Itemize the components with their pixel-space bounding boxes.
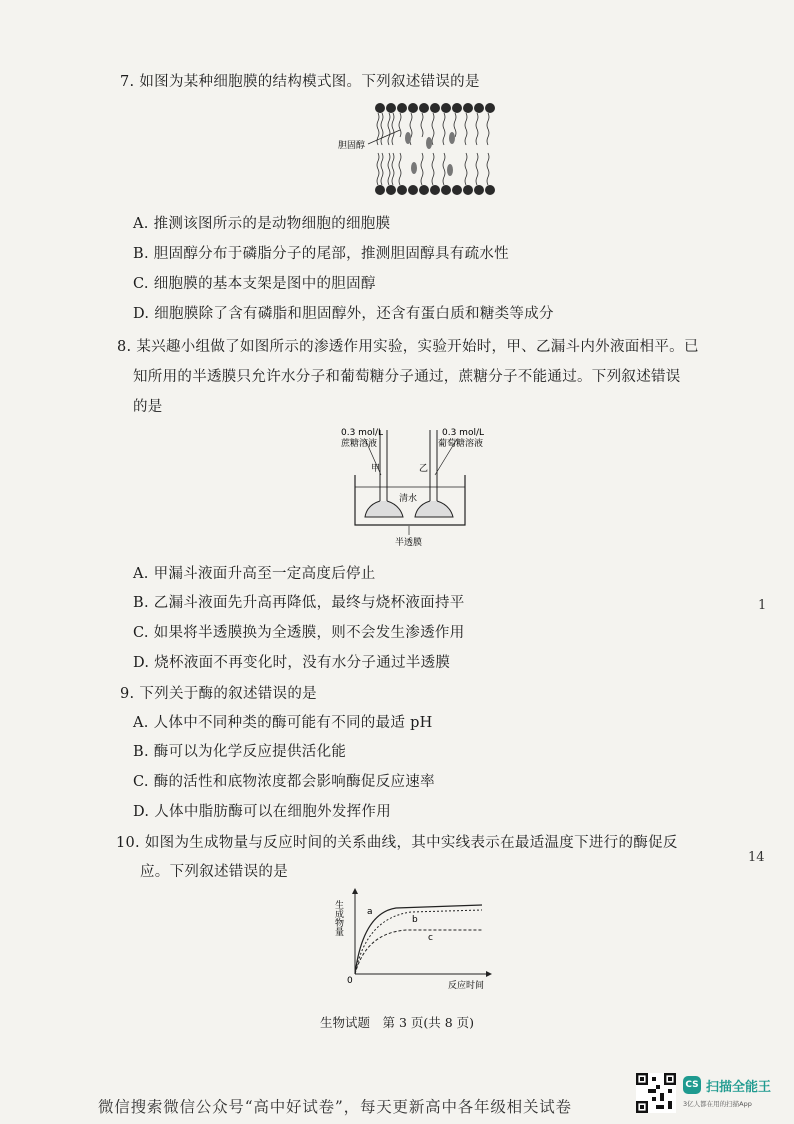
funnel-yi-label: 乙 xyxy=(419,464,429,474)
q8-option-d: D. 烧杯液面不再变化时，没有水分子通过半透膜 xyxy=(133,655,451,671)
right-concentration-label: 0.3 mol/L xyxy=(442,428,484,438)
left-concentration-label: 0.3 mol/L xyxy=(341,428,383,438)
q8-option-c: C. 如果将半透膜换为全透膜，则不会发生渗透作用 xyxy=(133,625,465,641)
x-axis-label: 反应时间 xyxy=(448,981,485,991)
clear-water-label: 清水 xyxy=(399,494,418,504)
membrane-label: 半透膜 xyxy=(395,538,423,548)
q9-option-c: C. 酶的活性和底物浓度都会影响酶促反应速率 xyxy=(133,774,435,790)
camscanner-title: 扫描全能王 xyxy=(706,1080,772,1095)
qr-code-icon xyxy=(636,1073,676,1113)
margin-mark-14: 14 xyxy=(748,850,765,865)
y-axis-label: 生成物量 xyxy=(333,900,343,936)
curve-a xyxy=(355,905,482,974)
curve-c-label: c xyxy=(428,933,433,943)
q8-stem-line1: 8. 某兴趣小组做了如图所示的渗透作用实验，实验开始时，甲、乙漏斗内外液面相平。已 xyxy=(117,339,699,355)
origin-label: 0 xyxy=(347,976,353,986)
q9-stem: 9. 下列关于酶的叙述错误的是 xyxy=(120,686,317,702)
q7-option-b: B. 胆固醇分布于磷脂分子的尾部，推测胆固醇具有疏水性 xyxy=(133,246,509,262)
q7-stem: 7. 如图为某种细胞膜的结构模式图。下列叙述错误的是 xyxy=(120,74,480,90)
q10-stem-line1: 10. 如图为生成物量与反应时间的关系曲线，其中实线表示在最适温度下进行的酶促反 xyxy=(116,835,678,851)
q8-stem-line2: 知所用的半透膜只允许水分子和葡萄糖分子通过，蔗糖分子不能通过。下列叙述错误 xyxy=(133,369,681,385)
reaction-curve-graph xyxy=(333,888,496,991)
q10-stem-line2: 应。下列叙述错误的是 xyxy=(140,864,288,880)
q7-option-c: C. 细胞膜的基本支架是图中的胆固醇 xyxy=(133,276,376,292)
curve-a-label: a xyxy=(367,907,373,917)
q9-option-b: B. 酶可以为化学反应提供活化能 xyxy=(133,744,347,760)
camscanner-logo-icon: CS xyxy=(683,1076,701,1094)
sucrose-solution-label: 蔗糖溶液 xyxy=(341,439,378,449)
curve-c xyxy=(355,930,482,974)
cell-membrane-figure xyxy=(338,98,498,200)
q8-stem-line3: 的是 xyxy=(133,399,163,415)
wechat-note: 微信搜索微信公众号“高中好试卷”，每天更新高中各年级相关试卷 xyxy=(98,1098,572,1116)
funnel-jia-label: 甲 xyxy=(371,464,381,474)
margin-mark-1: 1 xyxy=(758,598,767,613)
q9-option-a: A. 人体中不同种类的酶可能有不同的最适 pH xyxy=(133,715,433,731)
cholesterol-label: 胆固醇 xyxy=(338,141,366,151)
glucose-solution-label: 葡萄糖溶液 xyxy=(438,439,484,449)
page-footer: 生物试题 第 3 页(共 8 页) xyxy=(319,1015,475,1030)
q9-option-d: D. 人体中脂肪酶可以在细胞外发挥作用 xyxy=(133,804,392,820)
q8-option-a: A. 甲漏斗液面升高至一定高度后停止 xyxy=(133,566,376,582)
q7-option-a: A. 推测该图所示的是动物细胞的细胞膜 xyxy=(133,216,391,232)
q7-option-d: D. 细胞膜除了含有磷脂和胆固醇外，还含有蛋白质和糖类等成分 xyxy=(133,306,554,322)
camscanner-subtitle: 3亿人都在用的扫描App xyxy=(683,1100,752,1108)
q8-option-b: B. 乙漏斗液面先升高再降低，最终与烧杯液面持平 xyxy=(133,595,465,611)
curve-b-label: b xyxy=(412,915,418,925)
osmosis-figure xyxy=(325,425,495,550)
